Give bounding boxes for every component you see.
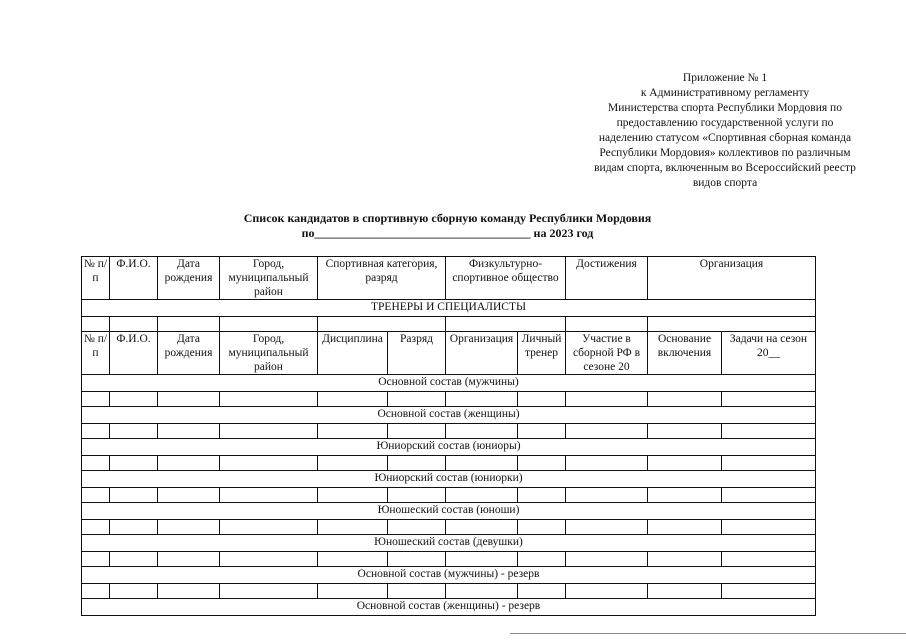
appendix-line: предоставлению государственной услуги по [616,117,834,129]
header-organization: Организация [648,257,816,300]
table-row [82,317,816,332]
appendix-line: Приложение № 1 [682,72,768,84]
header-achievements: Достижения [566,257,648,300]
table1-header-row [82,257,816,300]
section-row [82,599,816,616]
header-participation: Участие в сборной РФ в сезоне 20 [566,332,648,375]
table-row [82,584,816,599]
section-row [82,471,816,488]
header-basis: Основание включения [648,332,722,375]
header-category: Спортивная категория, разряд [318,257,446,300]
appendix-line: видов спорта [692,177,758,189]
header-num: № п/п [82,257,110,300]
table-row [82,488,816,503]
appendix-line: видам спорта, включенным во Всероссийский реестр [594,162,856,174]
appendix-line: Министерства спорта Республики Мордовия по [608,102,842,114]
table-row [82,424,816,439]
header-discipline: Дисциплина [318,332,388,375]
section-title: Основной состав (мужчины) - резерв [82,567,816,584]
document-title [80,211,815,241]
header-coach: Личный тренер [518,332,566,375]
table-row [82,456,816,471]
section-title: Юношеский состав (девушки) [82,535,816,552]
header-tasks: Задачи на сезон 20__ [722,332,816,375]
header-society: Физкультурно-спортивное общество [446,257,566,300]
section-title: Основной состав (мужчины) [82,375,816,392]
header-num: № п/п [82,332,110,375]
section-title: Юношеский состав (юноши) [82,503,816,520]
section-row [82,535,816,552]
table-row [82,520,816,535]
table-row [82,392,816,407]
section-title: Основной состав (женщины) - резерв [82,599,816,616]
section-row [82,375,816,392]
header-organization: Организация [446,332,518,375]
section-row [82,503,816,520]
appendix-line: Республики Мордовия» коллективов по различным [599,147,851,159]
title-line: по____________________________________ на 2023 год [301,226,594,240]
header-birth: Дата рождения [158,257,220,300]
candidates-table [81,256,816,616]
section-row [82,300,816,317]
header-city: Город, муниципальный район [220,257,318,300]
section-title: Юниорский состав (юниорки) [82,471,816,488]
header-fio: Ф.И.О. [110,257,158,300]
header-city: Город, муниципальный район [220,332,318,375]
section-title: Основной состав (женщины) [82,407,816,424]
section-title: Юниорский состав (юниоры) [82,439,816,456]
section-row [82,567,816,584]
header-rank: Разряд [388,332,446,375]
section-row [82,439,816,456]
header-birth: Дата рождения [158,332,220,375]
appendix-line: наделению статусом «Спортивная сборная команда [598,132,852,144]
appendix-line: к Административному регламенту [640,87,810,99]
section-title-trainers: ТРЕНЕРЫ И СПЕЦИАЛИСТЫ [82,300,816,317]
title-line: Список кандидатов в спортивную сборную команду Республики Мордовия [243,211,652,225]
table-row [82,552,816,567]
table2-header-row [82,332,816,375]
page-edge-line [510,633,906,634]
appendix-header [560,71,890,191]
section-row [82,407,816,424]
header-fio: Ф.И.О. [110,332,158,375]
